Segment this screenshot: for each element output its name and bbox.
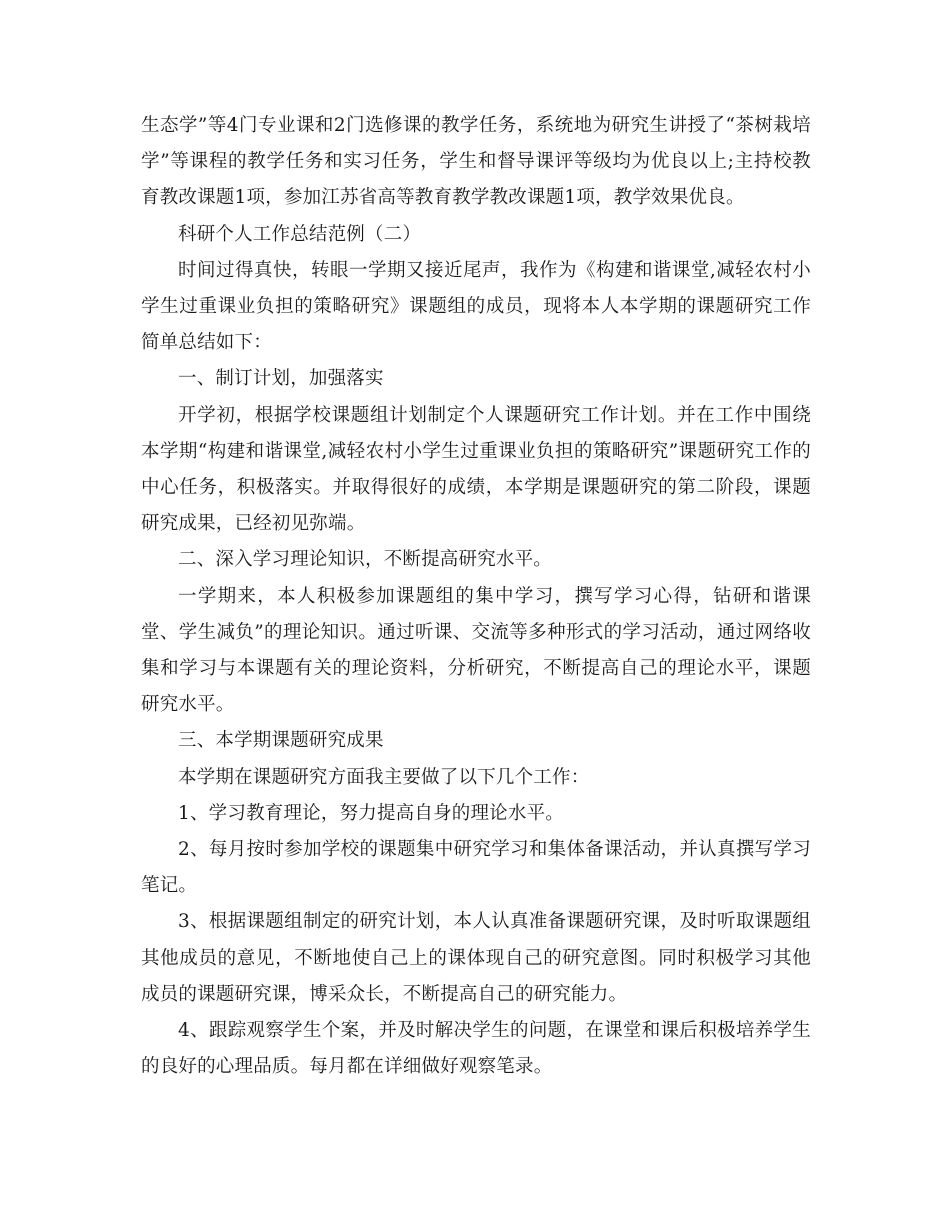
list-item: 4、跟踪观察学生个案，并及时解决学生的问题，在课堂和课后积极培养学生的良好的心理品质。每月都在详细做好观察笔录。 <box>141 1020 811 1078</box>
paragraph: 本学期在课题研究方面我主要做了以下几个工作： <box>178 766 590 788</box>
section-title: 科研个人工作总结范例（二） <box>178 223 422 245</box>
list-item: 3、根据课题组制定的研究计划，本人认真准备课题研究课，及时听取课题组其他成员的意见，不断地使自己上的课体现自己的研究意图。同时积极学习其他成员的课题研究课，博采众长，不断提高自己的研究能力。 <box>141 911 811 1005</box>
section-heading: 一、制订计划，加强落实 <box>178 368 384 390</box>
paragraph: 生态学”等4门专业课和2门选修课的教学任务，系统地为研究生讲授了“茶树栽培学”等课程的教学任务和实习任务，学生和督导课评等级均为优良以上;主持校教育教改课题1项，参加江苏省高等教育教学教改课题1项，教学效果优良。 <box>141 115 811 209</box>
list-item: 2、每月按时参加学校的课题集中研究学习和集体备课活动，并认真撰写学习笔记。 <box>141 839 811 897</box>
paragraph: 时间过得真快，转眼一学期又接近尾声，我作为《构建和谐课堂,减轻农村小学生过重课业负担的策略研究》课题组的成员，现将本人本学期的课题研究工作简单总结如下： <box>141 259 811 354</box>
list-item: 1、学习教育理论，努力提高自身的理论水平。 <box>178 802 564 824</box>
section-heading: 三、本学期课题研究成果 <box>178 730 384 752</box>
paragraph: 一学期来，本人积极参加课题组的集中学习，撰写学习心得，钻研和谐课堂、学生减负”的理论知识。通过听课、交流等多种形式的学习活动，通过网络收集和学习与本课题有关的理论资料，分析研究，不断提高自己的理论水平，课题研究水平。 <box>141 585 811 716</box>
section-heading: 二、深入学习理论知识，不断提高研究水平。 <box>178 549 553 571</box>
document-body <box>141 108 811 1085</box>
paragraph: 开学初，根据学校课题组计划制定个人课题研究工作计划。并在工作中围绕本学期“构建和谐课堂,减轻农村小学生过重课业负担的策略研究”课题研究工作的中心任务，积极落实。并取得很好的成绩，本学期是课题研究的第二阶段，课题研究成果，已经初见弥端。 <box>141 404 811 535</box>
